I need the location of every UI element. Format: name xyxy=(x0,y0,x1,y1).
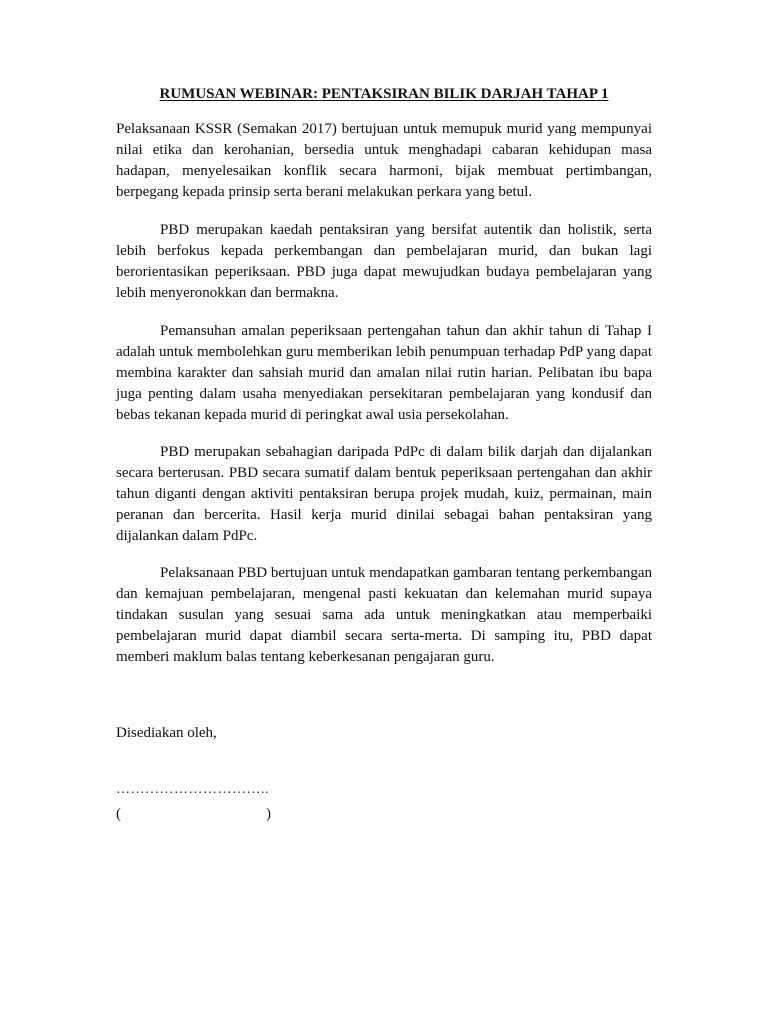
name-bracket-close: ) xyxy=(266,806,271,822)
paragraph-kssr: Pelaksanaan KSSR (Semakan 2017) bertujuan untuk memupuk murid yang mempunyai nilai etika dan kerohanian, bersedia untuk menghadapi cabaran kehidupan masa hadapan, menyelesaikan konflik secara harmoni, bijak membuat pertimbangan, berpegang kepada prinsip serta berani melakukan perkara yang betul. xyxy=(116,121,652,200)
paragraph-pbd-continuous: PBD merupakan sebahagian daripada PdPc di dalam bilik darjah dan dijalankan secara berterusan. PBD secara sumatif dalam bentuk peperiksaan pertengahan dan akhir tahun diganti dengan aktiviti pentaksiran berupa projek mudah, kuiz, permainan, main peranan dan bercerita. Hasil kerja murid dinilai sebagai bahan pentaksiran yang dijalankan dalam PdPc. xyxy=(116,444,652,544)
paragraph-exam-abolition: Pemansuhan amalan peperiksaan pertengahan tahun dan akhir tahun di Tahap I adalah untuk membolehkan guru memberikan lebih penumpuan terhadap PdP yang dapat membina karakter dan sahsiah murid dan amalan nilai rutin harian. Pelibatan ibu bapa juga penting dalam usaha menyediakan persekitaran pembelajaran yang kondusif dan bebas tekanan kepada murid di peringkat awal usia persekolahan. xyxy=(116,323,652,423)
prepared-by-label: Disediakan oleh, xyxy=(116,725,217,741)
signature-line: ………………………….. xyxy=(116,782,269,797)
name-bracket-open: ( xyxy=(116,806,121,822)
paragraph-pbd-purpose: Pelaksanaan PBD bertujuan untuk mendapatkan gambaran tentang perkembangan dan kemajuan pembelajaran, mengenal pasti kekuatan dan kelemahan murid supaya tindakan susulan yang sesuai sama ada untuk meningkatkan atau memperbaiki pembelajaran murid dapat diambil secara serta-merta. Di samping itu, PBD dapat memberi maklum balas tentang keberkesanan pengajaran guru. xyxy=(116,565,652,665)
paragraph-pbd-definition: PBD merupakan kaedah pentaksiran yang bersifat autentik dan holistik, serta lebih berfokus kepada perkembangan dan pembelajaran murid, dan bukan lagi berorientasikan peperiksaan. PBD juga dapat mewujudkan budaya pembelajaran yang lebih menyeronokkan dan bermakna. xyxy=(116,222,652,301)
document-title: RUMUSAN WEBINAR: PENTAKSIRAN BILIK DARJAH TAHAP 1 xyxy=(159,86,609,102)
